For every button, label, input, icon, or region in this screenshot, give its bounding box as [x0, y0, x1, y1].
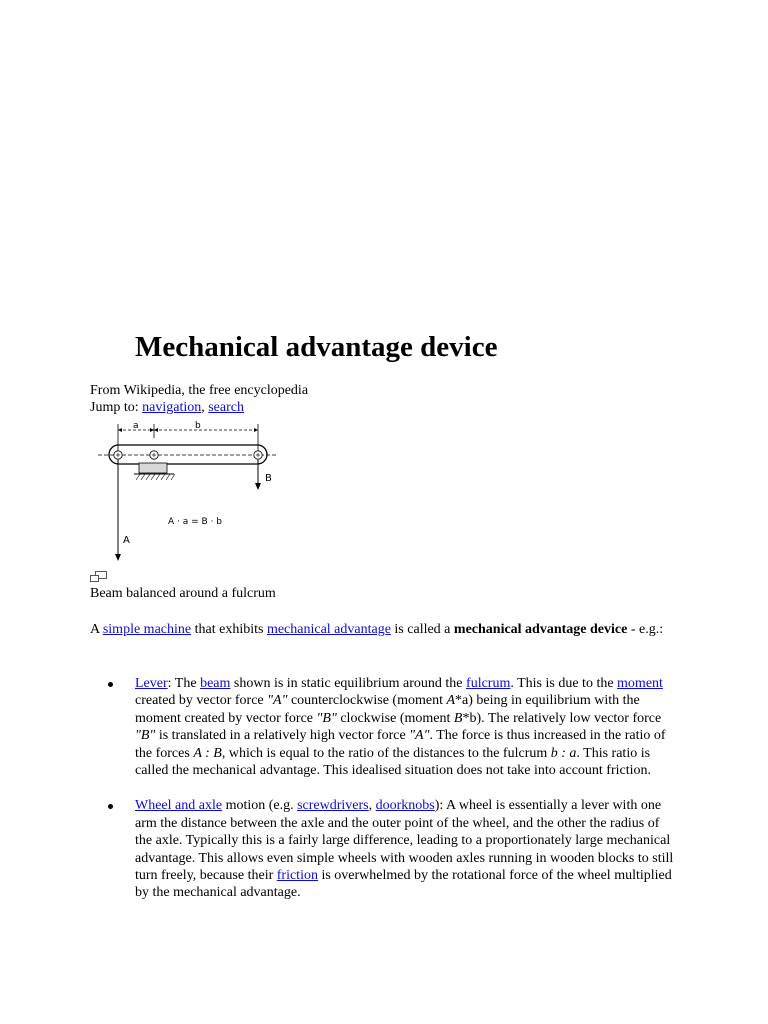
- friction-link[interactable]: friction: [276, 868, 318, 884]
- lever-text: clockwise (moment: [336, 710, 454, 726]
- force-b-arrowhead: [255, 483, 261, 490]
- jump-to-label: Jump to:: [90, 400, 143, 415]
- distance-ratio-term: b : a: [550, 745, 577, 761]
- moment-link[interactable]: moment: [617, 676, 663, 691]
- site-tagline: From Wikipedia, the free encyclopedia: [90, 383, 309, 398]
- intro-text: is called a: [390, 622, 454, 637]
- force-a-label: A: [123, 535, 130, 546]
- page-title: Mechanical advantage device: [135, 331, 498, 363]
- force-a-arrowhead: [115, 554, 121, 561]
- lever-text: . The force is thus increased in the ratio of the forces: [135, 728, 666, 761]
- force-ratio-term: A : B: [193, 745, 222, 761]
- lever-text: shown is in static equilibrium around the: [230, 676, 467, 691]
- simple-machine-link[interactable]: simple machine: [102, 622, 192, 637]
- bullet-icon: [108, 682, 113, 687]
- arrow-b-right: [254, 428, 258, 432]
- fulcrum-support: [139, 463, 167, 473]
- mechanical-advantage-link[interactable]: mechanical advantage: [266, 622, 391, 637]
- wheel-text: ,: [368, 798, 376, 814]
- ground-hatching: [136, 474, 175, 480]
- jump-to-separator: ,: [201, 400, 209, 415]
- label-b: b: [195, 421, 201, 431]
- lever-text: *a) being in equilibrium with the moment created by vector force: [135, 693, 640, 726]
- intro-paragraph: [90, 621, 680, 639]
- fulcrum-link[interactable]: fulcrum: [466, 676, 511, 691]
- force-b-term: "B": [316, 710, 337, 726]
- force-a-term: "A": [409, 728, 430, 744]
- list-item-lever: [90, 675, 680, 779]
- force-a-term: "A": [267, 693, 288, 709]
- force-b-label: B: [265, 473, 272, 484]
- intro-text: A: [90, 622, 103, 637]
- search-link[interactable]: search: [208, 400, 244, 415]
- screwdrivers-link[interactable]: screwdrivers: [297, 798, 369, 814]
- mechanical-advantage-device-term: mechanical advantage device: [453, 622, 628, 637]
- wheel-and-axle-link[interactable]: Wheel and axle: [135, 798, 223, 814]
- lever-diagram[interactable]: [98, 418, 278, 566]
- wheel-text: motion (e.g.: [222, 798, 298, 814]
- label-a: a: [133, 421, 139, 431]
- force-b-term: "B": [135, 728, 156, 744]
- lever-text: is translated in a relatively high vector force: [155, 728, 410, 744]
- intro-text: that exhibits: [191, 622, 267, 637]
- lever-text: . This ratio is called the mechanical advantage. This idealised situation does not take into account friction.: [135, 745, 652, 779]
- arrow-b-left: [154, 428, 158, 432]
- lever-text: . This is due to the: [510, 676, 618, 691]
- wheel-text: is overwhelmed by the rotational force of the wheel multiplied by the mechanical advantage.: [135, 868, 672, 901]
- lever-text: created by vector force: [135, 693, 268, 709]
- intro-text: - e.g.:: [627, 622, 664, 637]
- beam-link[interactable]: beam: [200, 676, 231, 691]
- arrow-a-left: [118, 428, 122, 432]
- lever-link[interactable]: Lever: [135, 676, 168, 691]
- navigation-link[interactable]: navigation: [142, 400, 202, 415]
- bullet-icon: [108, 804, 113, 809]
- list-item-wheel-and-axle: [90, 797, 680, 901]
- doorknobs-link[interactable]: doorknobs: [375, 798, 435, 814]
- magnify-clip-icon[interactable]: [90, 571, 108, 583]
- lever-text: : The: [167, 676, 201, 691]
- beam: [109, 445, 267, 464]
- equation-label: A · a = B · b: [168, 517, 222, 527]
- lever-text: counterclockwise (moment: [287, 693, 447, 709]
- jump-to-line: [90, 399, 244, 416]
- lever-text: *b). The relatively low vector force: [462, 710, 662, 726]
- examples-list: [90, 675, 680, 920]
- arrow-a-right: [150, 428, 154, 432]
- lever-text: , which is equal to the ratio of the distances to the fulcrum: [221, 745, 551, 761]
- figure-caption: Beam balanced around a fulcrum: [90, 586, 276, 601]
- wheel-text: ): A wheel is essentially a lever with one arm the distance between the axle and the outer point of the wheel, and the other the radius of the axle. Typically this is a fairly large difference, leading to a proportionately large mechanical advantage. This allows even simple wheels with wooden axles running in wooden blocks to still turn freely, because their: [135, 798, 674, 884]
- moment-a-term: A: [446, 693, 456, 709]
- moment-b-term: B: [453, 710, 463, 726]
